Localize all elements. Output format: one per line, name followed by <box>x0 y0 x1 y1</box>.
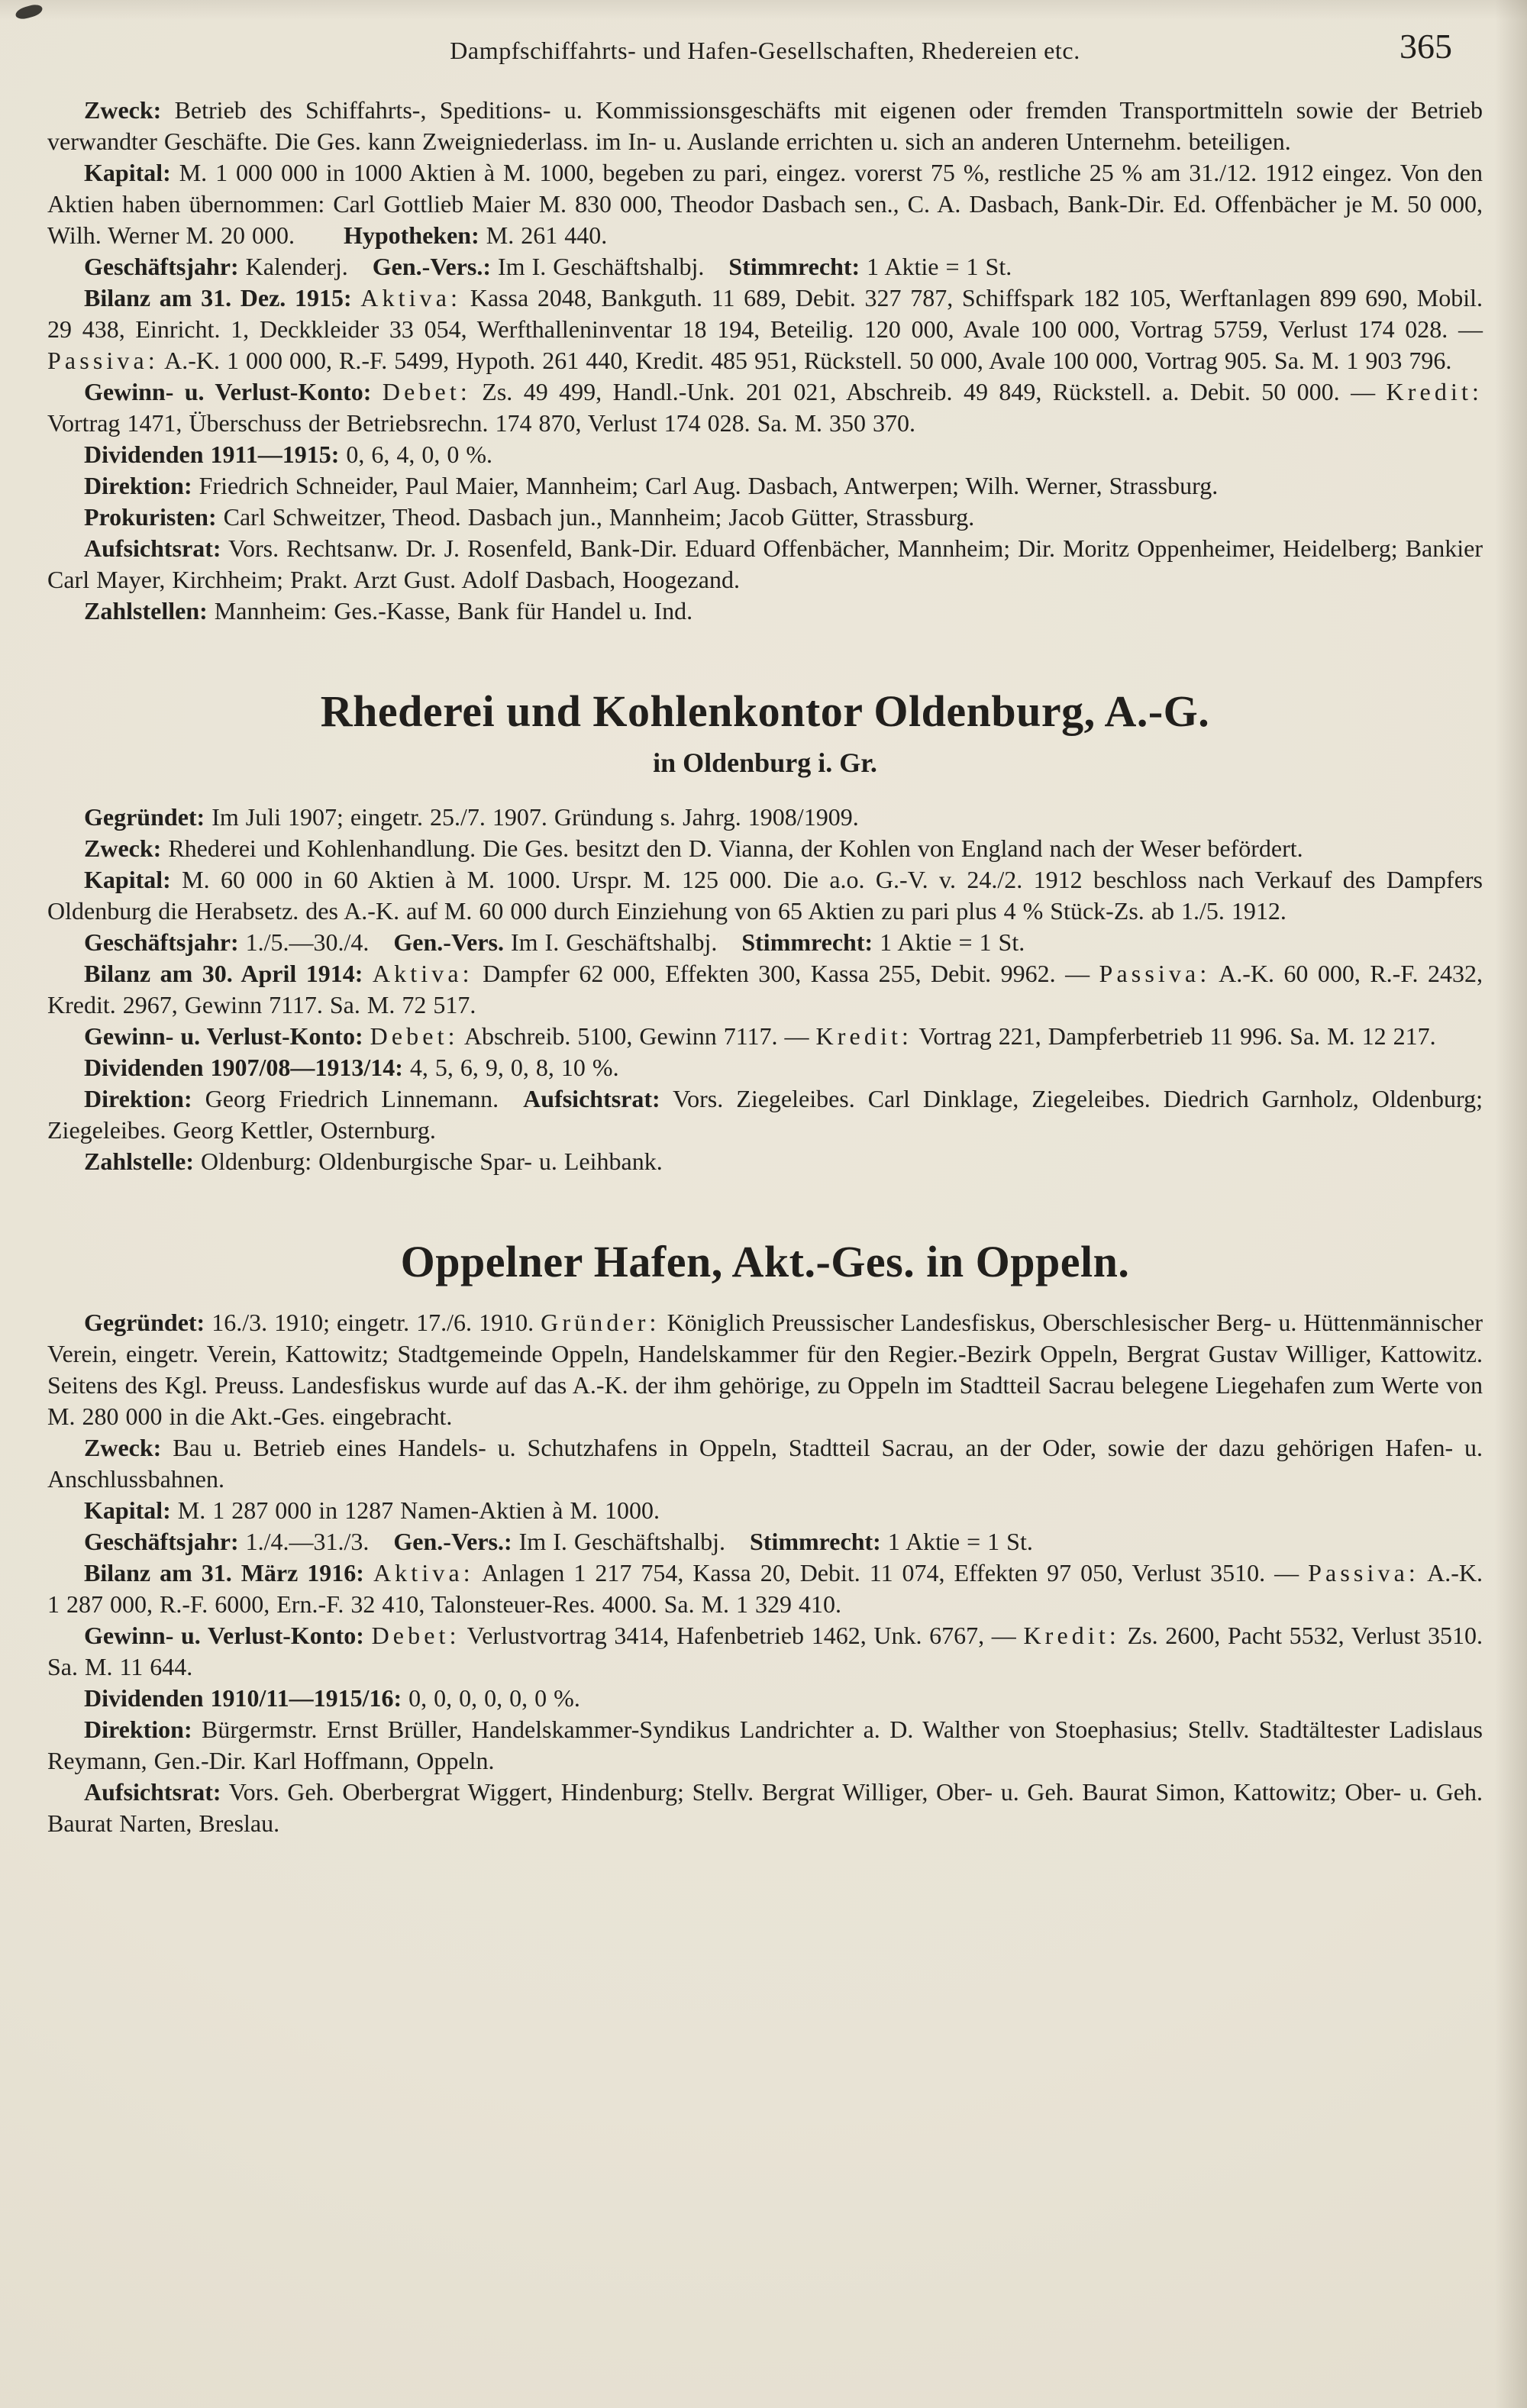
entry-label: Bilanz am 30. April 1914: <box>84 959 363 987</box>
text-run: 1 Aktie = 1 St. <box>880 1528 1033 1556</box>
entry-paragraph <box>47 1526 1483 1557</box>
text-run: A.-K. 1 000 000, R.-F. 5499, Hypoth. 261 440, Kredit. 485 951, Rückstell. 50 000, Avale 100 000, Vortrag 905. Sa. M. 1 903 796. <box>158 347 1452 374</box>
text-run: Bau u. Betrieb eines Handels- u. Schutzhafens in Oppeln, Stadtteil Sacrau, an der Oder, sowie der dazu gehörigen Hafen- u. Anschlussbahnen. <box>47 1434 1483 1493</box>
entry-label: Direktion: <box>84 1084 192 1112</box>
running-header <box>47 26 1483 76</box>
entry-label: Dividenden 1910/11—1915/16: <box>84 1684 402 1712</box>
text-run: Im I. Geschäftshalbj. <box>512 1528 750 1556</box>
text-run: Im I. Geschäftshalbj. <box>503 928 742 956</box>
text-run <box>364 1622 372 1649</box>
text-run: A.-K. 60 000, R.-F. 2432, Kredit. 2967, Gewinn 7117. Sa. M. 72 517. <box>47 959 1483 1018</box>
entry-label: Stimmrecht: <box>750 1528 881 1556</box>
company-title: Rhederei und Kohlenkontor Oldenburg, A.-G. <box>320 686 1210 736</box>
entry-label: Zweck: <box>84 96 162 124</box>
entry-paragraph <box>47 533 1483 596</box>
text-run: Vors. Geh. Oberbergrat Wiggert, Hindenburg; Stellv. Bergrat Williger, Ober- u. Geh. Baurat Simon, Kattowitz; Ober- u. Geh. Baurat Narten, Breslau. <box>47 1778 1483 1838</box>
text-run: Königlich Preussischer Landesfiskus, Oberschlesischer Berg- u. Hüttenmännischer Verein, eingetr. Verein, Kattowitz; Stadtgemeinde Oppeln, Handelskammer für den Regier.-Bezirk Oppeln, Bergrat Gustav Williger, Kattowitz. Seitens des Kgl. Preuss. Landesfiskus wurde auf das A.-K. der ihm gehörige, zu Oppeln im Stadtteil Sacrau belegene Liegehafen zum Werte von M. 280 000 in die Akt.-Ges. eingebracht. <box>47 1309 1483 1431</box>
entry-paragraph <box>47 157 1483 251</box>
entry-label: Hypotheken: <box>343 221 479 249</box>
entry-label: Gen.-Vers. <box>393 928 504 956</box>
entry-label: Dividenden 1907/08—1913/14: <box>84 1053 403 1081</box>
spaced-term: Debet: <box>382 378 471 405</box>
text-run <box>364 1559 373 1587</box>
text-run: Vors. Rechtsanw. Dr. J. Rosenfeld, Bank-Dir. Eduard Offenbächer, Mannheim; Dir. Moritz Oppenheimer, Heidelberg; Bankier Carl Mayer, Kirchheim; Prakt. Arzt Gust. Adolf Dasbach, Hoogezand. <box>47 534 1483 593</box>
text-run: M. 1 287 000 in 1287 Namen-Aktien à M. 1000. <box>170 1496 660 1525</box>
entry-paragraph <box>47 1307 1483 1432</box>
text-run: Mannheim: Ges.-Kasse, Bank für Handel u. Ind. <box>207 597 693 625</box>
running-header-title: Dampfschiffahrts- und Hafen-Gesellschaften, Rhedereien etc. <box>450 37 1080 64</box>
text-run: M. 1 000 000 in 1000 Aktien à M. 1000, begeben zu pari, eingez. vorerst 75 %, restliche 25 % am 31./12. 1912 eingez. Von den Aktien haben übernommen: Carl Gottlieb Maier M. 830 000, Theodor Dasbach sen., C. A. Dasbach, Bank-Dir. Ed. Offenbächer je M. 50 000, Wilh. Werner M. 20 000. <box>47 159 1483 249</box>
text-run: Friedrich Schneider, Paul Maier, Mannheim; Carl Aug. Dasbach, Antwerpen; Wilh. Werner, Strassburg. <box>192 472 1219 499</box>
entry-label: Geschäftsjahr: <box>84 253 239 280</box>
entry-paragraph <box>47 470 1483 502</box>
spaced-term: Passiva: <box>1099 959 1211 987</box>
entry-label: Aufsichtsrat: <box>523 1084 660 1112</box>
text-run: A.-K. 1 287 000, R.-F. 6000, Ern.-F. 32 410, Talonsteuer-Res. 4000. Sa. M. 1 329 410. <box>47 1559 1483 1619</box>
entry-paragraph <box>47 927 1483 958</box>
entry-paragraph <box>47 502 1483 533</box>
entry-paragraph <box>47 282 1483 376</box>
entry-paragraph <box>47 1714 1483 1777</box>
text-run: Kassa 2048, Bankguth. 11 689, Debit. 327 787, Schiffspark 182 105, Werftanlagen 899 690, Mobil. 29 438, Einricht. 1, Deckkleider 33 054, Werfthalleninventar 18 194, Beteilig. 120 000, Avale 100 000, Vortrag 5759, Verlust 174 028. — <box>47 284 1483 343</box>
entry-paragraph <box>47 95 1483 157</box>
entry-label: Dividenden 1911—1915: <box>84 441 340 468</box>
text-run: 1./4.—31./3. <box>238 1528 394 1556</box>
entry-label: Gewinn- u. Verlust-Konto: <box>84 378 372 405</box>
spaced-term: Aktiva: <box>360 284 462 311</box>
entry-label: Geschäftsjahr: <box>84 1528 239 1556</box>
text-run: Zs. 49 499, Handl.-Unk. 201 021, Abschreib. 49 849, Rückstell. a. Debit. 50 000. — <box>470 378 1387 405</box>
entry-paragraph <box>47 1777 1483 1839</box>
entry-paragraph <box>47 376 1483 439</box>
entry-paragraph <box>47 864 1483 927</box>
entry-paragraph <box>47 596 1483 627</box>
entry-paragraph <box>47 1021 1483 1052</box>
entry-label: Prokuristen: <box>84 503 217 531</box>
entry-paragraph <box>47 1146 1483 1177</box>
entry-paragraph <box>47 1052 1483 1083</box>
text-run: M. 60 000 in 60 Aktien à M. 1000. Urspr. M. 125 000. Die a.o. G.-V. v. 24./2. 1912 beschloss nach Verkauf des Dampfers Oldenburg die Herabsetz. des A.-K. auf M. 60 000 durch Einziehung von 65 Aktien zu pari plus 4 % Stück-Zs. ab 1./5. 1912. <box>47 865 1483 925</box>
page-content <box>47 95 1483 1839</box>
text-run: 0, 6, 4, 0, 0 %. <box>339 441 493 468</box>
page-number: 365 <box>1399 27 1452 66</box>
text-run: 4, 5, 6, 9, 0, 8, 10 %. <box>402 1053 619 1081</box>
entry-label: Bilanz am 31. Dez. 1915: <box>84 284 352 311</box>
entry-label: Gegründet: <box>84 1309 205 1337</box>
spaced-term: Debet: <box>371 1622 460 1650</box>
spaced-term: Passiva: <box>47 347 159 374</box>
text-run: Oldenburg: Oldenburgische Spar- u. Leihbank. <box>193 1147 663 1175</box>
text-run: Abschreib. 5100, Gewinn 7117. — <box>458 1022 816 1050</box>
entry-label: Kapital: <box>84 1496 171 1525</box>
spaced-term: Kredit: <box>1386 378 1483 405</box>
entry-label: Zweck: <box>84 834 162 862</box>
entry-label: Kapital: <box>84 159 171 186</box>
scan-edge-shadow-right <box>1495 0 1527 2408</box>
entry-label: Direktion: <box>84 1716 192 1744</box>
spaced-term: Aktiva: <box>373 1559 474 1587</box>
text-run: Kalenderj. <box>238 253 373 280</box>
company-title: Oppelner Hafen, Akt.-Ges. in Oppeln. <box>400 1236 1130 1286</box>
entry-paragraph <box>47 802 1483 833</box>
text-run: Vortrag 1471, Überschuss der Betriebsrechn. 174 870, Verlust 174 028. Sa. M. 350 370. <box>47 409 916 437</box>
text-run: 1 Aktie = 1 St. <box>873 928 1025 956</box>
text-run: 16./3. 1910; eingetr. 17./6. 1910. <box>205 1309 541 1337</box>
text-run <box>352 284 361 311</box>
entry-paragraph <box>47 439 1483 470</box>
rhederei-kohlenkontor-oldenburg-section <box>47 686 1483 1177</box>
entry-label: Stimmrecht: <box>728 253 860 280</box>
entry-paragraph <box>47 1495 1483 1526</box>
entry-label: Aufsichtsrat: <box>84 534 221 562</box>
text-run: Carl Schweitzer, Theod. Dasbach jun., Mannheim; Jacob Gütter, Strassburg. <box>216 503 975 531</box>
spaced-term: Aktiva: <box>372 959 473 987</box>
entry-label: Gen.-Vers.: <box>372 253 492 280</box>
text-run <box>371 378 382 405</box>
entry-label: Zweck: <box>84 1434 162 1462</box>
text-run: 1 Aktie = 1 St. <box>860 253 1012 280</box>
entry-label: Zahlstelle: <box>84 1147 194 1175</box>
spaced-term: Gründer: <box>541 1309 660 1337</box>
entry-paragraph <box>47 1083 1483 1146</box>
text-run: Im Juli 1907; eingetr. 25./7. 1907. Gründung s. Jahrg. 1908/1909. <box>205 802 859 831</box>
continued-entry-section <box>47 95 1483 627</box>
text-run: Betrieb des Schiffahrts-, Speditions- u. Kommissionsgeschäfts mit eigenen oder fremden Transportmitteln sowie der Betrieb verwandter Geschäfte. Die Ges. kann Zweigniederlass. im In- u. Auslande errichten u. sich an anderen Unternehm. beteiligen. <box>47 96 1483 155</box>
text-run: Zs. 2600, Pacht 5532, Verlust 3510. Sa. M. 11 644. <box>47 1622 1483 1681</box>
oppelner-hafen-section <box>47 1237 1483 1840</box>
entry-label: Aufsichtsrat: <box>84 1778 221 1806</box>
text-run: Georg Friedrich Linnemann. <box>192 1084 524 1112</box>
spaced-term: Debet: <box>370 1022 459 1050</box>
entry-paragraph <box>47 833 1483 864</box>
entry-label: Direktion: <box>84 472 192 499</box>
spaced-term: Kredit: <box>1023 1622 1120 1650</box>
entry-label: Gen.-Vers.: <box>393 1528 512 1556</box>
entry-paragraph <box>47 1683 1483 1714</box>
entry-paragraph <box>47 1432 1483 1495</box>
text-run: Dampfer 62 000, Effekten 300, Kassa 255, Debit. 9962. — <box>473 959 1099 987</box>
text-run <box>363 960 372 987</box>
company-location: in Oldenburg i. Gr. <box>653 747 877 778</box>
text-run: Vors. Ziegeleibes. Carl Dinklage, Ziegeleibes. Diedrich Garnholz, Oldenburg; Ziegeleibes. Georg Kettler, Osternburg. <box>47 1084 1483 1144</box>
entry-paragraph <box>47 1620 1483 1683</box>
entry-paragraph <box>47 1557 1483 1620</box>
text-run: Bürgermstr. Ernst Brüller, Handelskammer-Syndikus Landrichter a. D. Walther von Stoephasius; Stellv. Stadtältester Ladislaus Reymann, Gen.-Dir. Karl Hoffmann, Oppeln. <box>47 1716 1483 1775</box>
spaced-term: Kredit: <box>815 1022 912 1050</box>
entry-paragraph <box>47 958 1483 1021</box>
text-run: Vortrag 221, Dampferbetrieb 11 996. Sa. M. 12 217. <box>912 1022 1436 1050</box>
entry-label: Gegründet: <box>84 802 205 831</box>
entry-label: Geschäftsjahr: <box>84 928 239 956</box>
entry-label: Bilanz am 31. März 1916: <box>84 1559 364 1587</box>
entry-label: Gewinn- u. Verlust-Konto: <box>84 1622 364 1650</box>
scan-edge-shadow-top <box>0 0 1527 20</box>
entry-label: Stimmrecht: <box>741 928 873 956</box>
text-run: Rhederei und Kohlenhandlung. Die Ges. besitzt den D. Vianna, der Kohlen von England nach der Weser befördert. <box>161 834 1303 862</box>
text-run: Im I. Geschäftshalbj. <box>491 253 729 280</box>
text-run: Anlagen 1 217 754, Kassa 20, Debit. 11 074, Effekten 97 050, Verlust 3510. — <box>473 1559 1309 1587</box>
text-run <box>363 1022 370 1050</box>
entry-label: Kapital: <box>84 865 171 893</box>
entry-paragraph <box>47 251 1483 282</box>
entry-label: Zahlstellen: <box>84 597 208 625</box>
text-run: Verlustvortrag 3414, Hafenbetrieb 1462, Unk. 6767, — <box>460 1622 1024 1650</box>
entry-label: Gewinn- u. Verlust-Konto: <box>84 1022 363 1050</box>
text-run: 1./5.—30./4. <box>238 928 394 956</box>
text-run: M. 261 440. <box>479 221 608 249</box>
text-run: 0, 0, 0, 0, 0, 0 %. <box>402 1684 580 1712</box>
spaced-term: Passiva: <box>1308 1559 1419 1587</box>
